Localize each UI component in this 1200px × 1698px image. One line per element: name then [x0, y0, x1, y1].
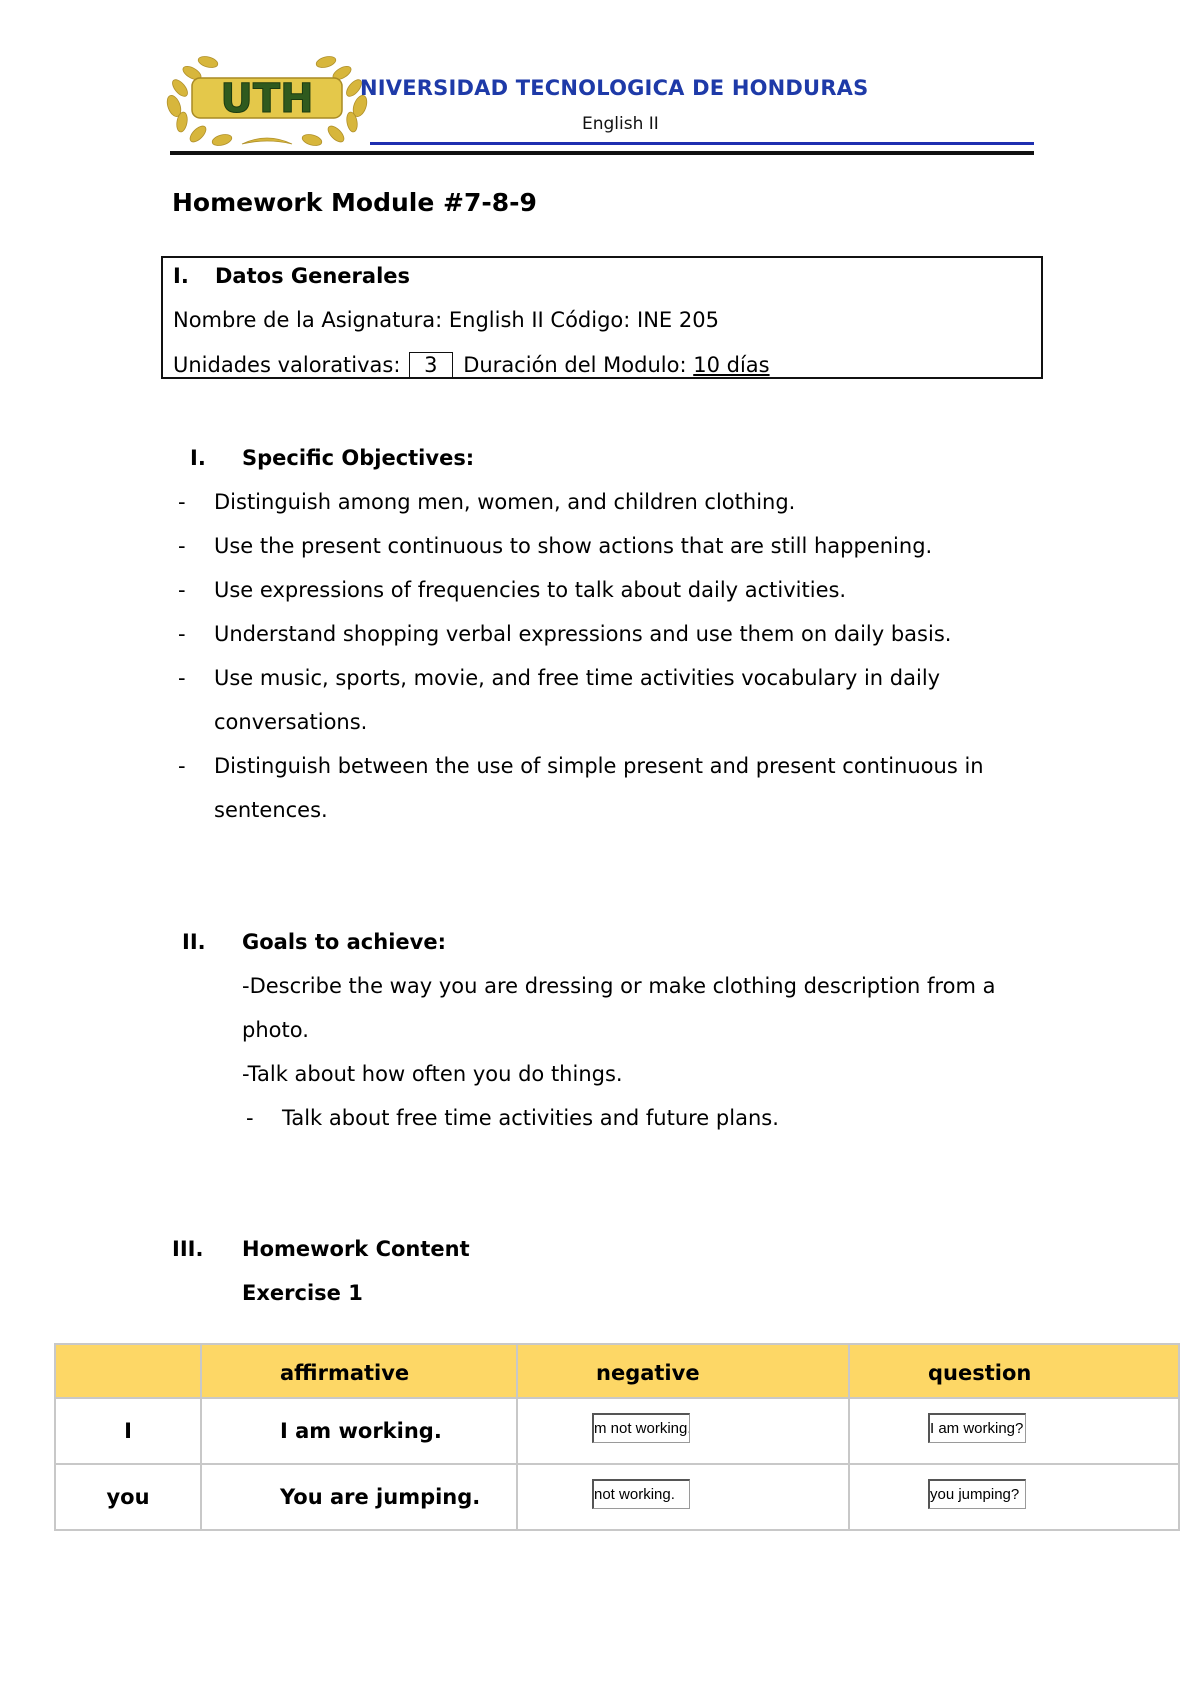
subject-line: Nombre de la Asignatura: English II Código: INE 205 — [173, 308, 719, 332]
content-number: III. — [172, 1237, 204, 1261]
affirmative-cell: You are jumping. — [201, 1464, 517, 1530]
content-heading: Homework Content — [242, 1237, 470, 1261]
goal-line: -Describe the way you are dressing or make clothing description from a — [242, 974, 996, 998]
exercise-label: Exercise 1 — [242, 1281, 363, 1305]
objective-item-continued: sentences. — [214, 798, 328, 822]
bullet-dash: - — [178, 754, 186, 778]
university-name: NIVERSIDAD TECNOLOGICA DE HONDURAS — [360, 76, 869, 100]
logo-lettering: UTH — [220, 76, 314, 122]
negative-answer-input[interactable] — [592, 1479, 690, 1509]
question-answer-input[interactable] — [928, 1479, 1026, 1509]
header-pronoun — [55, 1344, 201, 1398]
header-rule-blue — [370, 142, 1034, 145]
credits-duration-line — [173, 352, 770, 378]
header-affirmative: affirmative — [201, 1344, 517, 1398]
datos-heading — [173, 264, 410, 288]
bullet-dash: - — [178, 534, 186, 558]
objectives-number: I. — [190, 446, 206, 470]
table-row — [55, 1464, 1179, 1530]
bullet-dash: - — [178, 490, 186, 514]
goals-heading: Goals to achieve: — [242, 930, 446, 954]
objective-item: Use expressions of frequencies to talk about daily activities. — [214, 578, 847, 602]
negative-cell — [517, 1398, 849, 1464]
table-row — [55, 1398, 1179, 1464]
header-question: question — [849, 1344, 1179, 1398]
bullet-dash: - — [178, 666, 186, 690]
objective-item: Use the present continuous to show actions that are still happening. — [214, 534, 933, 558]
negative-answer-input[interactable] — [592, 1413, 690, 1443]
header-negative: negative — [517, 1344, 849, 1398]
bullet-dash: - — [178, 622, 186, 646]
affirmative-cell: I am working. — [201, 1398, 517, 1464]
header-rule-black — [170, 151, 1034, 155]
bullet-dash: - — [246, 1106, 254, 1130]
course-name: English II — [582, 114, 659, 134]
datos-generales-box — [161, 256, 1043, 379]
datos-number: I. — [173, 264, 189, 288]
pronoun-cell: you — [55, 1464, 201, 1530]
question-cell — [849, 1398, 1179, 1464]
bullet-dash: - — [178, 578, 186, 602]
duration-value: 10 días — [693, 353, 770, 377]
goal-line: -Talk about how often you do things. — [242, 1062, 623, 1086]
goal-line: photo. — [242, 1018, 309, 1042]
objective-item: Distinguish among men, women, and children clothing. — [214, 490, 796, 514]
objective-item-continued: conversations. — [214, 710, 368, 734]
question-cell — [849, 1464, 1179, 1530]
pronoun-cell: I — [55, 1398, 201, 1464]
objectives-heading: Specific Objectives: — [242, 446, 475, 470]
credits-label: Unidades valorativas: — [173, 353, 401, 377]
page-title: Homework Module #7-8-9 — [172, 188, 537, 217]
datos-heading-label: Datos Generales — [215, 264, 411, 288]
exercise-table — [54, 1343, 1180, 1531]
question-answer-input[interactable] — [928, 1413, 1026, 1443]
goals-number: II. — [182, 930, 206, 954]
objective-item: Use music, sports, movie, and free time activities vocabulary in daily — [214, 666, 941, 690]
table-header-row — [55, 1344, 1179, 1398]
objective-item: Distinguish between the use of simple present and present continuous in — [214, 754, 984, 778]
objective-item: Understand shopping verbal expressions and use them on daily basis. — [214, 622, 952, 646]
credits-value: 3 — [409, 352, 452, 378]
goal-line: Talk about free time activities and future plans. — [282, 1106, 779, 1130]
uth-logo — [162, 48, 372, 148]
duration-label: Duración del Modulo: — [463, 353, 687, 377]
negative-cell — [517, 1464, 849, 1530]
